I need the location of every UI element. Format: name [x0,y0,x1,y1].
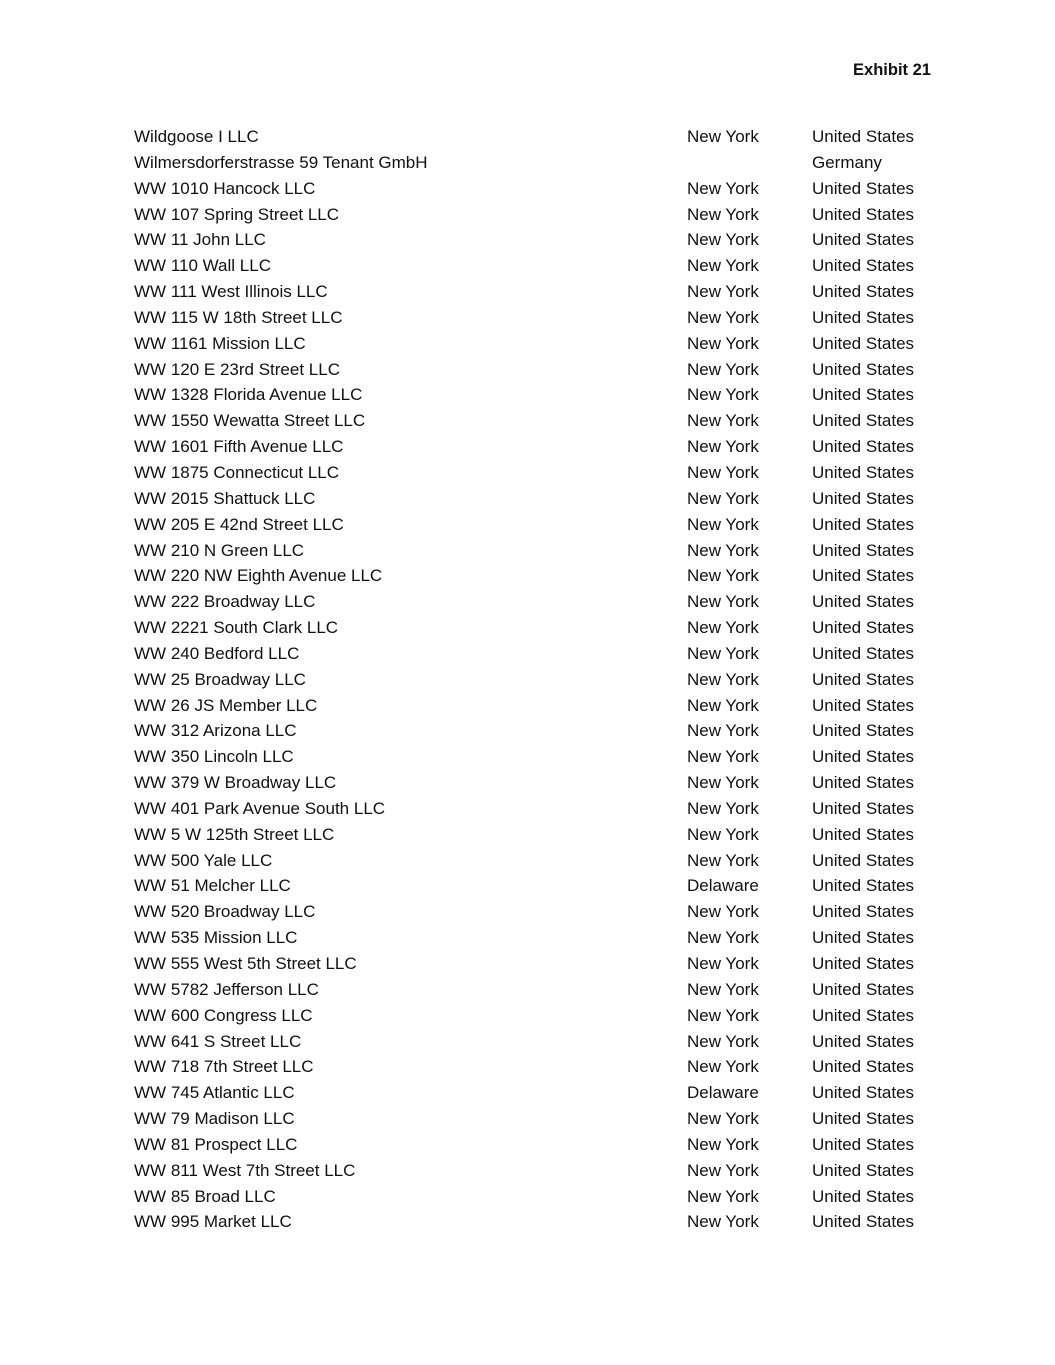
table-row [134,460,934,486]
entity-jurisdiction-state: New York [687,333,759,353]
entity-jurisdiction-state: New York [687,979,759,999]
entity-jurisdiction-country: United States [812,488,915,508]
table-row [134,951,934,977]
entity-jurisdiction-country: United States [812,1134,915,1154]
entity-jurisdiction-country: United States [812,1057,915,1077]
table-row [134,382,934,408]
entity-jurisdiction-state: New York [687,721,759,741]
table-row [134,1209,934,1235]
entity-name: WW 1328 Florida Avenue LLC [134,385,363,405]
entity-jurisdiction-state: New York [687,385,759,405]
entity-name: WW 1010 Hancock LLC [134,178,316,198]
entity-jurisdiction-country: United States [812,824,915,844]
table-row [134,848,934,874]
entity-jurisdiction-state: New York [687,1005,759,1025]
entity-name: WW 5782 Jefferson LLC [134,979,319,999]
entity-jurisdiction-state: New York [687,954,759,973]
entity-jurisdiction-country: United States [812,695,915,715]
entity-jurisdiction-country: United States [812,566,915,586]
entity-jurisdiction-state: New York [687,643,759,663]
entity-jurisdiction-state: New York [687,566,759,586]
entity-name: WW 25 Broadway LLC [134,669,306,689]
table-row [134,615,934,641]
entity-name: WW 995 Market LLC [134,1212,292,1232]
entity-name: WW 350 Lincoln LLC [134,747,294,767]
table-row [134,357,934,383]
entity-jurisdiction-country: United States [812,954,915,973]
entity-jurisdiction-state: New York [687,928,759,948]
entity-jurisdiction-state: New York [687,1031,759,1051]
entity-jurisdiction-state: New York [687,824,759,844]
entity-jurisdiction-state: New York [687,747,759,767]
entity-jurisdiction-country: United States [812,669,915,689]
entity-name: WW 811 West 7th Street LLC [134,1160,356,1180]
entity-name: WW 81 Prospect LLC [134,1134,298,1154]
entity-jurisdiction-state: New York [687,1212,759,1232]
entity-jurisdiction-country: United States [812,1109,915,1129]
table-row [134,925,934,951]
entity-jurisdiction-country: United States [812,462,915,482]
table-row [134,227,934,253]
entity-name: WW 26 JS Member LLC [134,695,318,715]
table-row [134,770,934,796]
entity-jurisdiction-country: United States [812,1186,915,1206]
entity-jurisdiction-state: New York [687,282,759,302]
entity-jurisdiction-state: New York [687,618,759,638]
entity-name: WW 1875 Connecticut LLC [134,462,340,482]
entity-jurisdiction-state: New York [687,850,759,870]
entity-jurisdiction-country: United States [812,540,915,560]
entity-jurisdiction-country: United States [812,178,915,198]
entity-jurisdiction-state: New York [687,1057,759,1077]
table-row [134,1106,934,1132]
table-row [134,305,934,331]
entity-jurisdiction-state: New York [687,1109,759,1129]
table-row [134,1158,934,1184]
table-row [134,1003,934,1029]
entity-jurisdiction-state: New York [687,592,759,612]
entity-jurisdiction-country: United States [812,282,915,302]
table-row [134,538,934,564]
entity-name: WW 107 Spring Street LLC [134,204,340,224]
table-row [134,124,934,150]
entity-jurisdiction-state: New York [687,230,759,250]
entity-name: WW 1601 Fifth Avenue LLC [134,437,344,457]
entity-name: WW 379 W Broadway LLC [134,773,337,793]
table-row [134,693,934,719]
table-row [134,1132,934,1158]
entity-jurisdiction-country: United States [812,1212,915,1232]
entity-jurisdiction-country: United States [812,902,915,922]
entity-jurisdiction-state: New York [687,178,759,198]
entity-jurisdiction-country: United States [812,204,915,224]
entity-jurisdiction-state: Delaware [687,1083,759,1103]
entity-jurisdiction-country: United States [812,979,915,999]
entity-name: WW 1161 Mission LLC [134,333,306,353]
table-row [134,718,934,744]
entity-jurisdiction-state: New York [687,359,759,379]
entity-name: WW 500 Yale LLC [134,850,273,870]
entity-jurisdiction-country: United States [812,876,915,896]
entity-jurisdiction-country: United States [812,798,915,818]
entity-name: WW 5 W 125th Street LLC [134,824,335,844]
entity-jurisdiction-state: New York [687,307,759,327]
entity-name: Wildgoose I LLC [134,127,259,146]
entity-jurisdiction-state: Delaware [687,876,759,896]
entity-jurisdiction-state: New York [687,1134,759,1154]
table-row [134,563,934,589]
table-row [134,150,934,176]
entity-jurisdiction-state: New York [687,437,759,457]
table-row [134,512,934,538]
entity-name: WW 1550 Wewatta Street LLC [134,411,366,431]
entity-jurisdiction-country: United States [812,333,915,353]
entity-name: WW 85 Broad LLC [134,1186,276,1206]
table-row [134,1029,934,1055]
entity-jurisdiction-country: United States [812,618,915,638]
entity-jurisdiction-country: United States [812,1160,915,1180]
table-row [134,202,934,228]
entity-name: WW 115 W 18th Street LLC [134,307,343,327]
table-row [134,899,934,925]
entity-name: WW 2221 South Clark LLC [134,618,339,638]
entity-name: WW 535 Mission LLC [134,928,298,948]
entity-name: WW 110 Wall LLC [134,256,271,276]
table-row [134,822,934,848]
entity-jurisdiction-state: New York [687,1186,759,1206]
entity-jurisdiction-country: United States [812,437,915,457]
table-row [134,1080,934,1106]
entity-name: WW 205 E 42nd Street LLC [134,514,344,534]
table-row [134,1054,934,1080]
entity-jurisdiction-country: United States [812,359,915,379]
entity-name: WW 555 West 5th Street LLC [134,954,357,973]
table-row [134,331,934,357]
entity-name: WW 401 Park Avenue South LLC [134,798,386,818]
table-row [134,641,934,667]
entity-jurisdiction-state: New York [687,902,759,922]
entity-jurisdiction-country: United States [812,1083,915,1103]
entity-name: WW 745 Atlantic LLC [134,1083,295,1103]
entity-jurisdiction-country: United States [812,256,915,276]
entity-jurisdiction-state: New York [687,127,759,146]
entity-jurisdiction-state: New York [687,411,759,431]
subsidiary-table [134,124,934,1235]
entity-jurisdiction-country: Germany [812,152,882,172]
entity-name: WW 312 Arizona LLC [134,721,297,741]
entity-name: WW 222 Broadway LLC [134,592,316,612]
table-row [134,486,934,512]
table-row [134,434,934,460]
entity-jurisdiction-country: United States [812,1031,915,1051]
entity-jurisdiction-state: New York [687,514,759,534]
entity-name: WW 718 7th Street LLC [134,1057,314,1077]
entity-name: WW 520 Broadway LLC [134,902,316,922]
entity-jurisdiction-country: United States [812,230,915,250]
entity-name: WW 2015 Shattuck LLC [134,488,316,508]
table-row [134,176,934,202]
entity-name: WW 210 N Green LLC [134,540,305,560]
entity-name: WW 220 NW Eighth Avenue LLC [134,566,383,586]
entity-jurisdiction-country: United States [812,773,915,793]
entity-jurisdiction-state: New York [687,540,759,560]
table-row [134,744,934,770]
entity-jurisdiction-state: New York [687,204,759,224]
entity-name: WW 79 Madison LLC [134,1109,295,1129]
entity-jurisdiction-state: New York [687,773,759,793]
entity-jurisdiction-country: United States [812,747,915,767]
entity-jurisdiction-country: United States [812,721,915,741]
entity-jurisdiction-country: United States [812,385,915,405]
table-row [134,589,934,615]
entity-name: WW 51 Melcher LLC [134,876,291,896]
table-row [134,977,934,1003]
entity-jurisdiction-country: United States [812,307,915,327]
table-row [134,253,934,279]
entity-jurisdiction-country: United States [812,1005,915,1025]
table-row [134,796,934,822]
entity-jurisdiction-country: United States [812,643,915,663]
entity-jurisdiction-state: New York [687,695,759,715]
table-row [134,279,934,305]
table-row [134,667,934,693]
entity-jurisdiction-state: New York [687,1160,759,1180]
entity-jurisdiction-state: New York [687,669,759,689]
entity-name: WW 111 West Illinois LLC [134,282,328,302]
table-row [134,1184,934,1210]
entity-jurisdiction-country: United States [812,592,915,612]
entity-name: WW 11 John LLC [134,230,266,250]
entity-jurisdiction-state: New York [687,256,759,276]
entity-jurisdiction-country: United States [812,411,915,431]
entity-name: WW 641 S Street LLC [134,1031,302,1051]
entity-name: WW 240 Bedford LLC [134,643,300,663]
entity-jurisdiction-country: United States [812,928,915,948]
table-row [134,408,934,434]
entity-jurisdiction-country: United States [812,850,915,870]
entity-name: Wilmersdorferstrasse 59 Tenant GmbH [134,152,428,172]
entity-jurisdiction-state: New York [687,798,759,818]
entity-jurisdiction-country: United States [812,514,915,534]
entity-jurisdiction-state: New York [687,488,759,508]
exhibit-title: Exhibit 21 [853,61,931,79]
entity-jurisdiction-state: New York [687,462,759,482]
entity-jurisdiction-country: United States [812,127,915,146]
entity-name: WW 600 Congress LLC [134,1005,313,1025]
table-row [134,873,934,899]
entity-name: WW 120 E 23rd Street LLC [134,359,340,379]
